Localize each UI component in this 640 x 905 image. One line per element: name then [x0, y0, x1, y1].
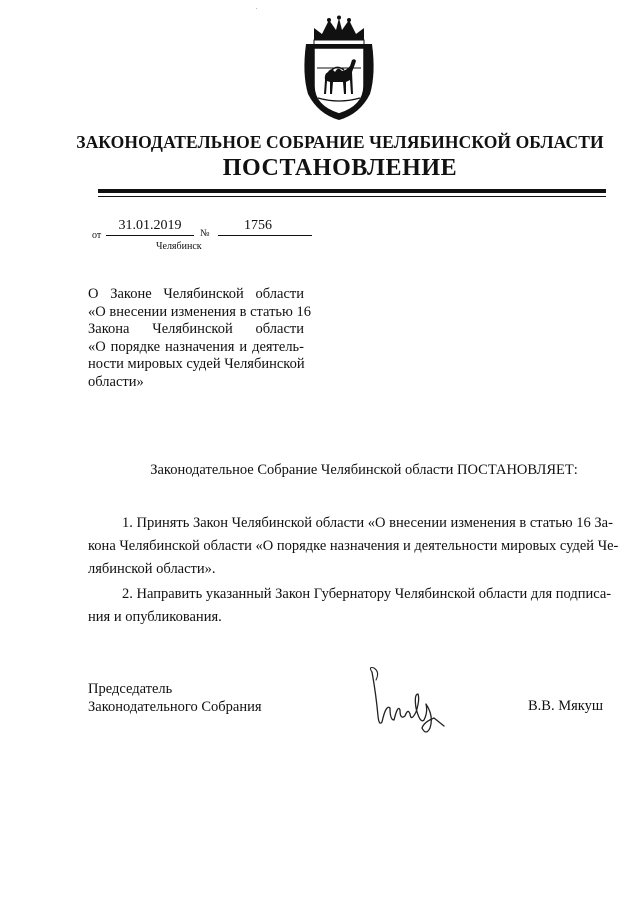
- item-line: 2. Направить указанный Закон Губернатору Челябинской области для подписа-: [122, 586, 612, 602]
- signatory-title-line: Законодательного Собрания: [88, 699, 262, 715]
- item-line: 1. Принять Закон Челябинской области «О внесении изменения в статью 16 За-: [122, 515, 613, 531]
- date-underline: [106, 235, 194, 236]
- city-name: Челябинск: [156, 241, 202, 252]
- document-number: 1756: [244, 218, 272, 233]
- signatory-title-line: Председатель: [88, 681, 173, 697]
- resolution-item-2: [88, 583, 612, 629]
- header-rule-thick: [98, 189, 606, 193]
- signatory-name: В.В. Мякуш: [528, 698, 604, 714]
- date-prefix: от: [92, 230, 102, 241]
- subject-line: «О внесении изменения в статью 16: [88, 303, 311, 320]
- subject-line: области»: [88, 373, 144, 390]
- handwritten-signature: [364, 664, 450, 742]
- subject-block: [88, 286, 311, 392]
- document-type: ПОСТАНОВЛЕНИЕ: [222, 155, 458, 181]
- subject-line: «О порядке назначения и деятель-: [88, 338, 304, 355]
- resolution-intro: Законодательное Собрание Челябинской области ПОСТАНОВЛЯЕТ:: [150, 462, 578, 478]
- signatory-title: [88, 680, 262, 716]
- resolution-item-1: [88, 512, 619, 581]
- number-underline: [218, 235, 312, 236]
- subject-line: Закона Челябинской области: [88, 321, 304, 338]
- header-rule-thin: [98, 196, 606, 197]
- organization-name: ЗАКОНОДАТЕЛЬНОЕ СОБРАНИЕ ЧЕЛЯБИНСКОЙ ОБЛАСТИ: [76, 132, 604, 152]
- item-line: ния и опубликования.: [88, 609, 222, 625]
- item-line: лябинской области».: [88, 561, 216, 577]
- subject-line: ности мировых судей Челябинской: [88, 356, 305, 373]
- document-date: 31.01.2019: [118, 218, 182, 233]
- number-prefix: №: [200, 228, 210, 239]
- coat-of-arms-emblem: [300, 14, 378, 122]
- item-line: кона Челябинской области «О порядке назначения и деятельности мировых судей Че-: [88, 538, 619, 554]
- scan-speck: [256, 8, 257, 9]
- subject-line: О Законе Челябинской области: [88, 286, 304, 302]
